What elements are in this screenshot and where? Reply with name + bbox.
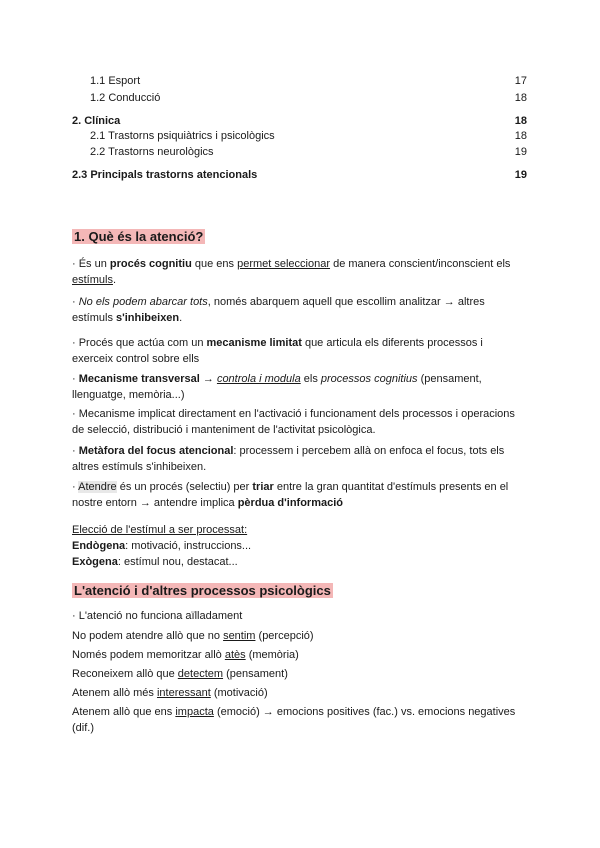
- exogenous-line: [72, 554, 524, 570]
- section-heading-text: 1. Què és la atenció?: [74, 229, 204, 244]
- highlighted-text: Atendre: [78, 481, 117, 493]
- bold-text: Mecanisme transversal: [78, 373, 200, 385]
- endogenous-line: [72, 538, 524, 554]
- paragraph: [72, 443, 524, 475]
- toc-entry[interactable]: [0, 74, 600, 88]
- text: .: [179, 312, 183, 324]
- text: Reconeixem allò que: [72, 668, 178, 680]
- bold-text: procés cognitiu: [109, 258, 192, 270]
- toc-label: 2. Clínica: [72, 115, 121, 127]
- text: , només abarquem aquell que escollim analitzar → altres estímuls: [72, 296, 485, 324]
- italic-text: No els podem abarcar tots: [78, 296, 208, 308]
- text: ·: [72, 296, 79, 308]
- toc-page: 18: [514, 115, 527, 127]
- toc-page: 18: [514, 130, 527, 142]
- text: que ens: [191, 258, 238, 270]
- paragraph: [72, 335, 524, 367]
- text: (motivació): [210, 687, 268, 699]
- paragraph: [72, 256, 524, 288]
- toc-entry[interactable]: [0, 168, 600, 182]
- text: .: [112, 274, 117, 286]
- text: : motivació, instruccions...: [125, 540, 252, 552]
- paragraph: · Mecanisme implicat directament en l'activació i funcionament dels processos i operacions de selecció, distribució i manteniment de l'activitat psicològica.: [72, 408, 515, 436]
- paragraph: [72, 704, 524, 736]
- text: · És un: [72, 258, 110, 270]
- text: · Procés que actúa com un: [72, 337, 207, 349]
- paragraph: [72, 685, 524, 701]
- text: (pensament, llenguatge, memòria...): [72, 373, 482, 401]
- text: Atenem allò més: [72, 687, 157, 699]
- text: →: [199, 373, 217, 385]
- paragraph: [72, 371, 524, 403]
- underlined-text: impacta: [175, 706, 214, 718]
- italic-text: processos cognitius: [320, 373, 418, 385]
- bold-text: Endògena: [72, 540, 126, 552]
- paragraph: [72, 479, 524, 511]
- toc-page: 17: [514, 75, 527, 87]
- paragraph: [72, 666, 524, 682]
- paragraph: · L'atenció no funciona aïlladament: [72, 610, 243, 622]
- paragraph: [72, 294, 524, 326]
- underlined-text: permet seleccionar: [237, 258, 331, 270]
- text: (emoció) → emocions positives (fac.) vs. emocions negatives (dif.): [72, 706, 516, 734]
- text: (pensament): [223, 668, 288, 680]
- toc-label: 2.2 Trastorns neurològics: [90, 146, 214, 158]
- text: (percepció): [255, 630, 314, 642]
- text: ·: [72, 445, 79, 457]
- bold-text: Metàfora del focus atencional: [78, 445, 234, 457]
- toc-label: 2.1 Trastorns psiquiàtrics i psicològics: [90, 130, 275, 142]
- text: : estímul nou, destacat...: [117, 556, 238, 568]
- bold-text: triar: [252, 481, 274, 493]
- text: de manera conscient/inconscient els: [330, 258, 511, 270]
- underlined-text: atès: [224, 649, 246, 661]
- toc-entry[interactable]: [0, 114, 600, 128]
- toc-label: 1.1 Esport: [90, 75, 141, 87]
- section-heading-text: L'atenció i d'altres processos psicològics: [74, 583, 331, 598]
- text: ·: [72, 481, 79, 493]
- underlined-text: detectem: [177, 668, 224, 680]
- bold-text: pèrdua d'informació: [237, 497, 343, 509]
- paragraph: [72, 628, 524, 644]
- toc-page: 19: [514, 146, 527, 158]
- text: que articula els diferents processos i exerceix control sobre ells: [72, 337, 483, 365]
- toc-entry[interactable]: [0, 145, 600, 159]
- toc-label: 2.3 Principals trastorns atencionals: [72, 169, 258, 181]
- underlined-text: Elecció de l'estímul a ser processat:: [72, 524, 248, 536]
- text: Només podem memoritzar allò: [72, 649, 225, 661]
- text: entre la gran quantitat d'estímuls presents en el nostre entorn → antendre implica: [72, 481, 509, 509]
- text: No podem atendre allò que no: [72, 630, 224, 642]
- underlined-text: estímuls: [72, 274, 113, 286]
- text: Atenem allò que ens: [72, 706, 176, 718]
- toc-page: 19: [514, 169, 527, 181]
- text: ·: [72, 373, 79, 385]
- underlined-text: interessant: [156, 687, 211, 699]
- paragraph: [72, 647, 524, 663]
- text: (memòria): [245, 649, 299, 661]
- bold-text: Exògena: [72, 556, 118, 568]
- bold-text: mecanisme limitat: [206, 337, 302, 349]
- underlined-text: sentim: [223, 630, 256, 642]
- section-heading: [72, 582, 333, 600]
- text: els: [300, 373, 321, 385]
- bold-text: s'inhibeixen: [116, 312, 180, 324]
- toc-page: 18: [514, 92, 527, 104]
- section-heading: [72, 228, 205, 246]
- toc-label: 1.2 Conducció: [90, 92, 161, 104]
- text: és un procés (selectiu) per: [116, 481, 253, 493]
- choice-title: [72, 522, 524, 538]
- text: : processem i percebem allà on enfoca el focus, tots els altres estímuls s'inhibeixen.: [72, 445, 505, 473]
- underlined-italic-text: controla i modula: [216, 373, 301, 385]
- toc-entry[interactable]: [0, 91, 600, 105]
- toc-entry[interactable]: [0, 129, 600, 143]
